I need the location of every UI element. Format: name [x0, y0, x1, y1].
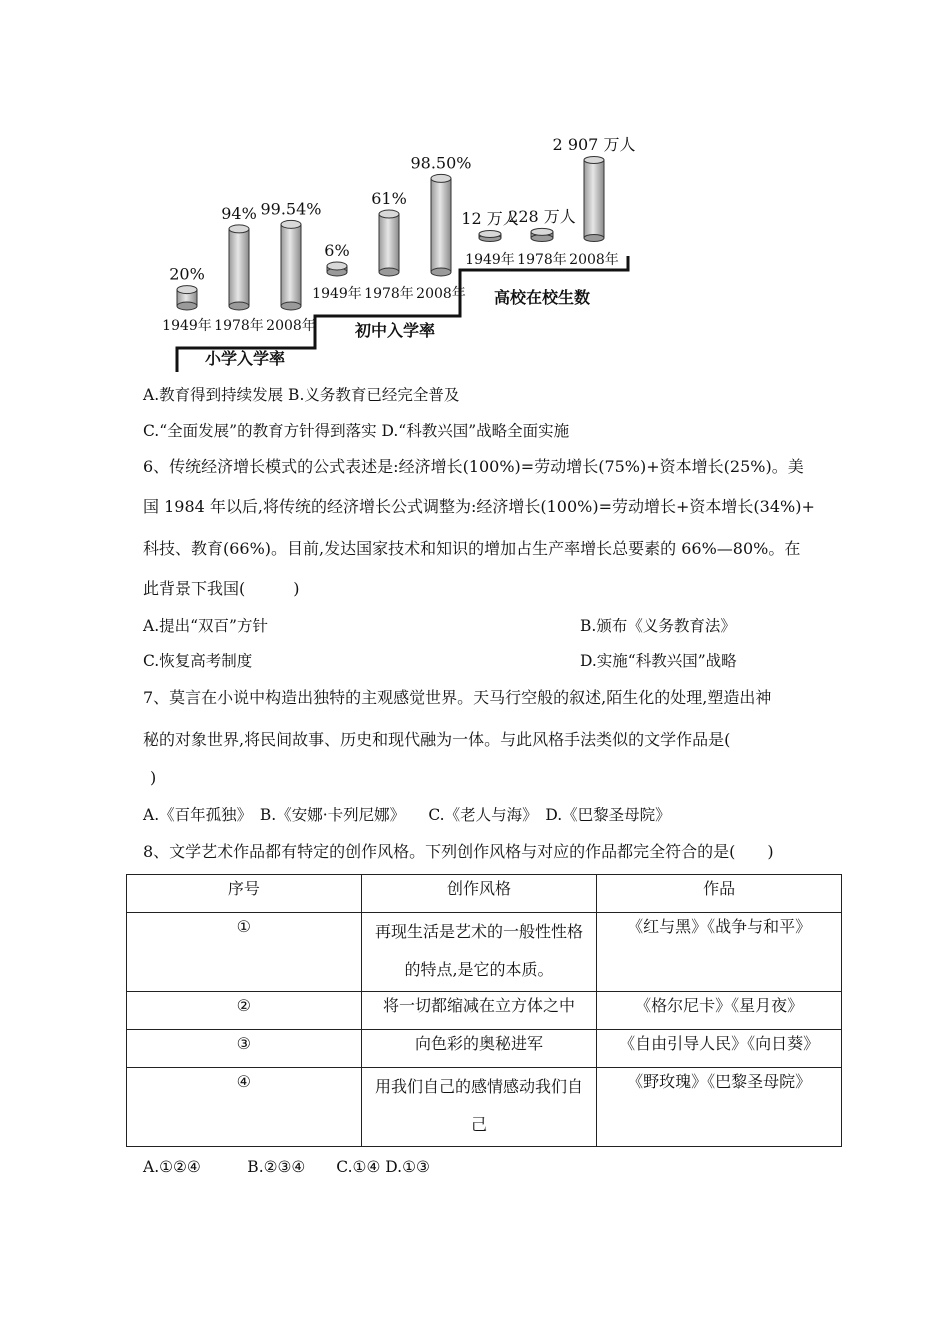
- year-label: 2008年: [569, 252, 619, 268]
- row-style-line: 用我们自己的感情感动我们自: [374, 1077, 583, 1096]
- cylinder-body: [584, 160, 604, 238]
- cylinder-bar: [229, 225, 249, 310]
- value-label: 98.50%: [410, 153, 472, 173]
- value-label: 6%: [324, 241, 350, 260]
- row-style: [361, 913, 597, 992]
- q6-option-b: B.颁布《义务教育法》: [580, 617, 736, 635]
- q8-stem: 8、文学艺术作品都有特定的创作风格。下列创作风格与对应的作品都完全符合的是( ): [143, 842, 774, 861]
- header-style: 创作风格: [361, 875, 597, 913]
- row-works: 《自由引导人民》《向日葵》: [597, 1030, 842, 1068]
- cylinder-bottom: [177, 302, 197, 310]
- cylinder-bar: [379, 210, 399, 276]
- q6-stem-line-4: 此背景下我国( ): [143, 579, 300, 598]
- year-label: 1949年: [162, 318, 212, 334]
- cylinder-top: [479, 231, 501, 238]
- q5-options-ab: A.教育得到持续发展 B.义务教育已经完全普及: [143, 386, 460, 404]
- cylinder-body: [431, 178, 451, 272]
- q6-stem-line-1: 6、传统经济增长模式的公式表述是:经济增长(100%)=劳动增长(75%)+资本增长(25%)。美: [143, 457, 804, 476]
- q6-option-c: C.恢复高考制度: [143, 652, 253, 670]
- cylinder-body: [379, 214, 399, 272]
- value-label: 20%: [169, 264, 205, 284]
- cylinder-bar: [431, 174, 451, 276]
- row-no: ③: [127, 1030, 362, 1068]
- q7-options: A.《百年孤独》 B.《安娜·卡列尼娜》 C.《老人与海》 D.《巴黎圣母院》: [143, 806, 671, 824]
- row-works: 《红与黑》《战争与和平》: [597, 913, 842, 992]
- value-label: 2 907 万人: [552, 135, 636, 154]
- cylinder-bottom: [229, 302, 249, 310]
- row-style-line: 再现生活是艺术的一般性性格: [374, 922, 583, 941]
- header-works: 作品: [597, 875, 842, 913]
- row-style: [361, 1068, 597, 1147]
- cylinder-top: [584, 157, 604, 164]
- q5-options-cd: C.“全面发展”的教育方针得到落实 D.“科教兴国”战略全面实施: [143, 422, 570, 440]
- table-row: [127, 1030, 842, 1068]
- row-works: 《野玫瑰》《巴黎圣母院》: [597, 1068, 842, 1147]
- q6-option-a: A.提出“双百”方针: [143, 617, 268, 635]
- year-label: 2008年: [266, 318, 316, 334]
- cylinder-top: [379, 210, 399, 218]
- year-label: 1978年: [517, 252, 567, 268]
- value-label: 228 万人: [508, 206, 576, 226]
- table-row: [127, 992, 842, 1030]
- cylinder-bottom: [431, 268, 451, 276]
- row-no: ②: [127, 992, 362, 1030]
- q7-stem-line-1: 7、莫言在小说中构造出独特的主观感觉世界。天马行空般的叙述,陌生化的处理,塑造出神: [143, 688, 772, 707]
- cylinder-bar: [281, 220, 301, 310]
- cylinder-body: [229, 229, 249, 306]
- row-style: 向色彩的奥秘进军: [361, 1030, 597, 1068]
- row-style: 将一切都缩减在立方体之中: [361, 992, 597, 1030]
- cylinder-body: [281, 224, 301, 306]
- cylinder-bar: [479, 231, 501, 242]
- group-label: 初中入学率: [354, 321, 436, 340]
- cylinder-bar: [177, 286, 197, 310]
- q6-option-d: D.实施“科教兴国”战略: [580, 652, 737, 670]
- q7-stem-line-3: ): [150, 768, 157, 787]
- value-label: 61%: [371, 189, 407, 209]
- group-label: 小学入学率: [204, 349, 286, 368]
- year-label: 2008年: [416, 286, 466, 302]
- cylinder-bar: [531, 228, 553, 241]
- value-label: 94%: [221, 203, 257, 223]
- year-label: 1949年: [465, 252, 515, 268]
- row-style-line: 己: [470, 1115, 487, 1134]
- cylinder-top: [431, 174, 451, 182]
- row-style-line: 的特点,是它的本质。: [404, 960, 554, 979]
- q8-style-table: [126, 874, 842, 1147]
- table-header-row: [127, 875, 842, 913]
- year-label: 1949年: [312, 286, 362, 302]
- cylinder-bottom: [379, 268, 399, 276]
- cylinder-bottom: [281, 302, 301, 310]
- cylinder-top: [531, 228, 553, 235]
- row-no: ④: [127, 1068, 362, 1147]
- row-works: 《格尔尼卡》《星月夜》: [597, 992, 842, 1030]
- group-label: 高校在校生数: [493, 288, 591, 307]
- table-row: [127, 1068, 842, 1147]
- cylinder-bar: [327, 262, 347, 276]
- value-label: 12 万人: [461, 209, 519, 228]
- table-row: [127, 913, 842, 992]
- cylinder-bottom: [584, 235, 604, 242]
- q6-stem-line-2: 国 1984 年以后,将传统的经济增长公式调整为:经济增长(100%)=劳动增长+资本增长(34%)+: [143, 497, 815, 516]
- value-label: 99.54%: [260, 199, 322, 219]
- header-no: 序号: [127, 875, 362, 913]
- year-label: 1978年: [214, 318, 264, 334]
- q7-stem-line-2: 秘的对象世界,将民间故事、历史和现代融为一体。与此风格手法类似的文学作品是(: [143, 730, 731, 749]
- cylinder-top: [327, 262, 347, 270]
- row-no: ①: [127, 913, 362, 992]
- cylinder-bar: [584, 157, 604, 242]
- q8-options: A.①②④ B.②③④ C.①④ D.①③: [143, 1158, 430, 1176]
- cylinder-top: [229, 225, 249, 233]
- education-statistics-figure: [140, 120, 650, 380]
- cylinder-top: [281, 220, 301, 228]
- year-label: 1978年: [364, 286, 414, 302]
- q6-stem-line-3: 科技、教育(66%)。目前,发达国家技术和知识的增加占生产率增长总要素的 66%—80%。在: [143, 539, 801, 558]
- cylinder-top: [177, 286, 197, 294]
